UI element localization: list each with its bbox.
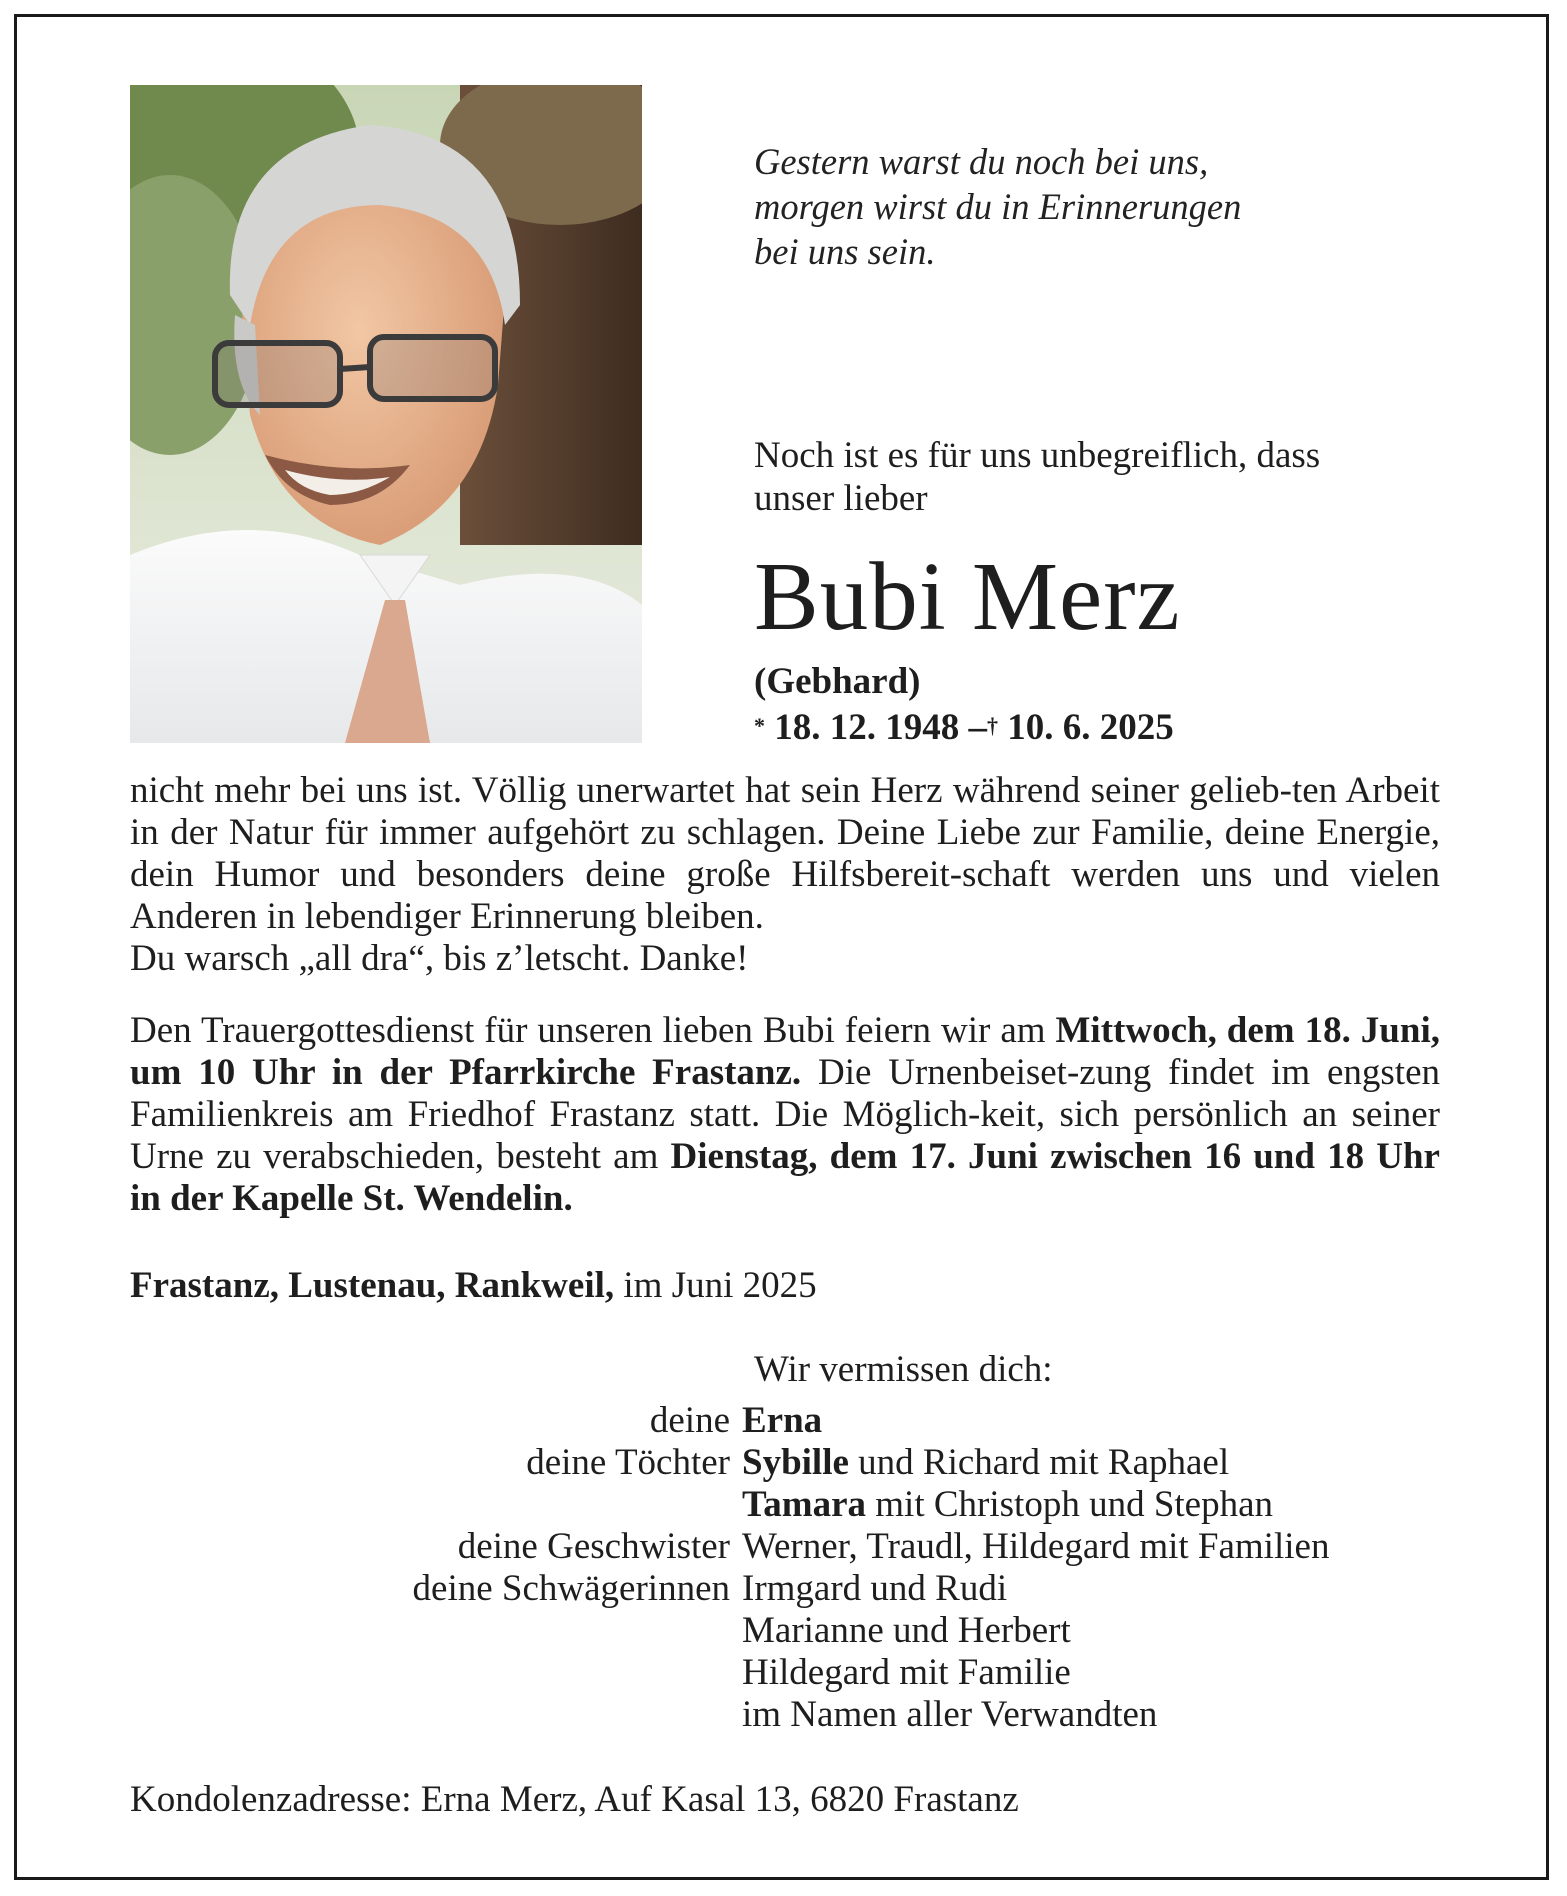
motto-line: bei uns sein. <box>754 231 936 272</box>
family-relation <box>130 1652 742 1694</box>
service-text: Den Trauergottesdienst für unseren lieben Bubi feiern wir am <box>130 1010 1056 1051</box>
family-relation <box>130 1610 742 1652</box>
family-relation <box>130 1484 742 1526</box>
family-relation: deine <box>649 1400 730 1441</box>
family-name-bold: Erna <box>742 1400 823 1441</box>
deceased-name: Bubi Merz <box>754 543 1181 650</box>
family-name-rest: Hildegard mit Familie <box>742 1652 1071 1693</box>
family-row <box>130 1442 1460 1484</box>
family-row <box>130 1610 1460 1652</box>
family-names <box>742 1610 1460 1652</box>
farewell-details: Dienstag, dem 17. Juni zwischen 16 und 18 Uhr in der Kapelle St. Wendelin. <box>130 1136 1440 1219</box>
tribute-text: nicht mehr bei uns ist. Völlig unerwartet hat sein Herz während seiner gelieb-ten Arbeit in der Natur für immer aufgehört zu schlagen. Deine Liebe zur Familie, deine Energie, dein Humor und besonders deine große Hilfsbereit-schaft werden uns und vielen Anderen in lebendiger Erinnerung bleiben. <box>130 770 1440 937</box>
death-date: 10. 6. 2025 <box>1007 707 1174 748</box>
family-row <box>130 1400 1460 1442</box>
birth-symbol: * <box>754 713 765 738</box>
condolence-address: Kondolenzadresse: Erna Merz, Auf Kasal 13, 6820 Frastanz <box>130 1779 1019 1820</box>
motto-quote <box>754 139 1314 274</box>
family-row <box>130 1694 1460 1736</box>
service-paragraph <box>130 1010 1440 1220</box>
family-relation: deine Schwägerinnen <box>412 1568 730 1609</box>
family-relation: deine Geschwister <box>457 1526 730 1567</box>
family-row <box>130 1484 1460 1526</box>
family-name-rest: und Richard mit Raphael <box>848 1442 1230 1483</box>
family-row <box>130 1652 1460 1694</box>
death-symbol: † <box>987 713 998 738</box>
family-relation <box>130 1694 742 1736</box>
date-text: im Juni 2025 <box>614 1265 817 1306</box>
family-name-rest: Marianne und Herbert <box>742 1610 1071 1651</box>
family-names <box>742 1694 1460 1736</box>
service-text: Die Urnenbeiset-zung findet im engsten Familienkreis am Friedhof Frastanz statt. Die Möglich-keit, sich persönlich an seiner Urne zu verabschieden, besteht am <box>130 1052 1440 1177</box>
family-title: Wir vermissen dich: <box>754 1349 1053 1390</box>
intro-line: Noch ist es für uns unbegreiflich, dass <box>754 435 1321 476</box>
portrait-photo <box>130 85 642 743</box>
family-list <box>130 1400 1460 1736</box>
place-date-line <box>130 1264 817 1308</box>
family-name-bold: Tamara <box>742 1484 867 1525</box>
family-name-rest: Werner, Traudl, Hildegard mit Familien <box>742 1526 1330 1567</box>
service-mass-details: Mittwoch, dem 18. Juni, um 10 Uhr in der Pfarrkirche Frastanz. <box>130 1010 1440 1093</box>
life-dates <box>754 704 1174 756</box>
intro-text <box>754 434 1454 520</box>
intro-line: unser lieber <box>754 478 928 519</box>
date-separator: – <box>968 707 987 748</box>
tribute-last-line: Du warsch „all dra“, bis z’letscht. Danke! <box>130 938 749 979</box>
family-names <box>742 1484 1460 1526</box>
family-relation: deine Töchter <box>526 1442 730 1483</box>
family-names <box>742 1442 1460 1484</box>
tribute-paragraph <box>130 770 1440 980</box>
family-row <box>130 1568 1460 1610</box>
family-names <box>742 1526 1460 1568</box>
family-name-rest: Irmgard und Rudi <box>742 1568 1008 1609</box>
deceased-alias: (Gebhard) <box>754 661 921 702</box>
places: Frastanz, Lustenau, Rankweil, <box>130 1265 615 1306</box>
family-name-bold: Sybille <box>742 1442 849 1483</box>
motto-line: morgen wirst du in Erinnerungen <box>754 186 1242 227</box>
family-name-rest: im Namen aller Verwandten <box>742 1694 1158 1735</box>
birth-date: 18. 12. 1948 <box>774 707 960 748</box>
family-row <box>130 1526 1460 1568</box>
family-names <box>742 1568 1460 1610</box>
motto-line: Gestern warst du noch bei uns, <box>754 141 1209 182</box>
family-names <box>742 1400 1460 1442</box>
family-name-rest: mit Christoph und Stephan <box>866 1484 1274 1525</box>
family-names <box>742 1652 1460 1694</box>
